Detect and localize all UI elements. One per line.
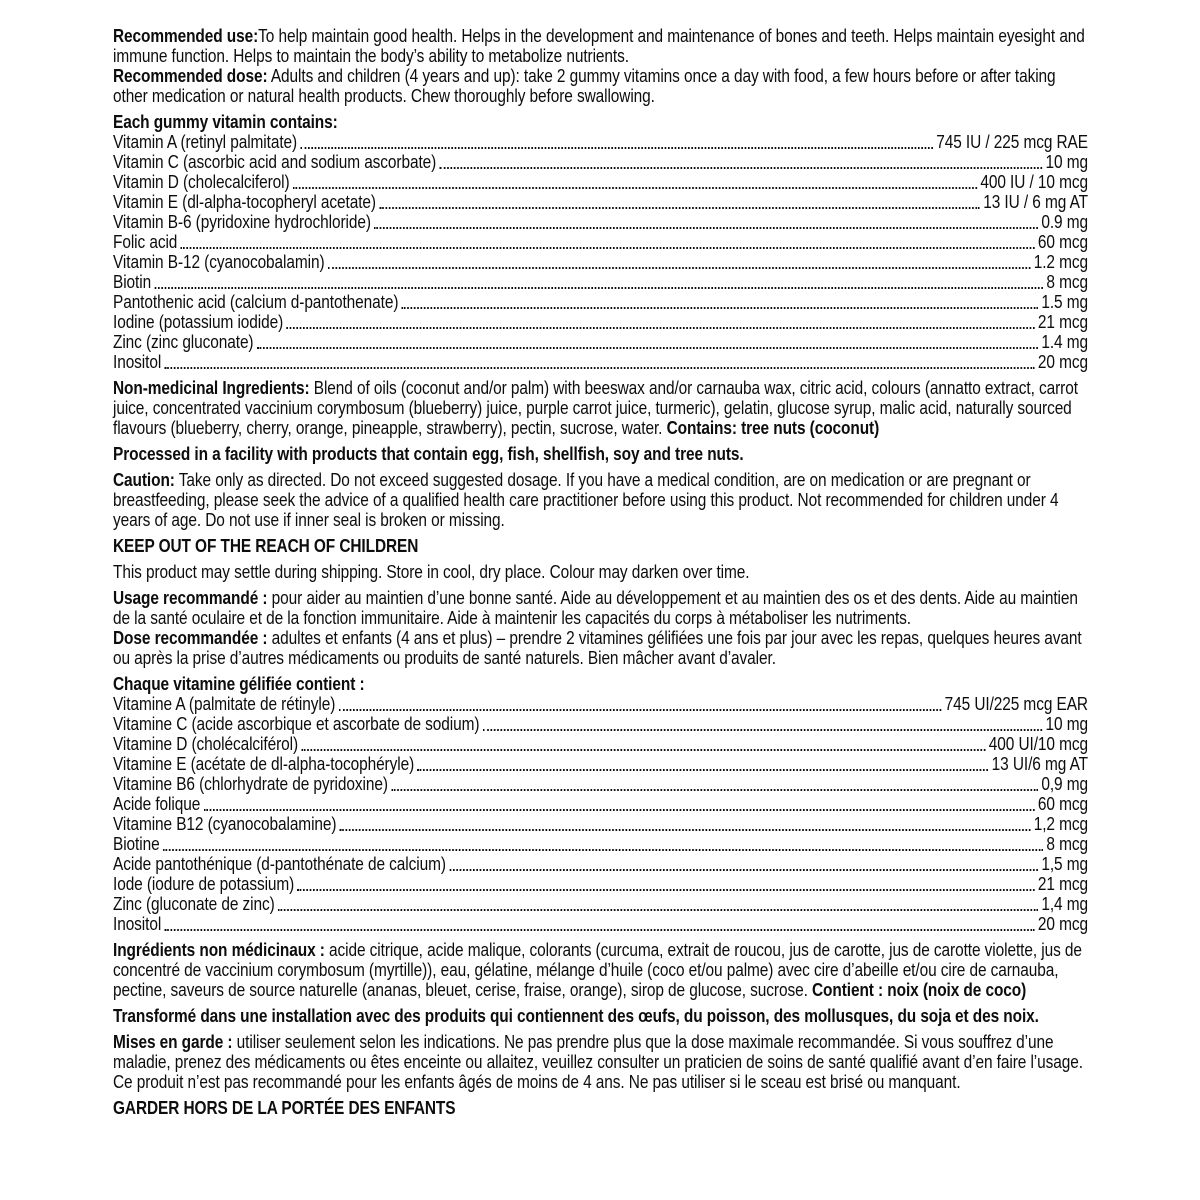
ingredient-name: Vitamin B-12 (cyanocobalamin) — [113, 251, 325, 272]
ingredient-name: Vitamine D (cholécalciférol) — [113, 733, 299, 754]
ingredient-row — [113, 132, 1088, 152]
ingredient-amount: 10 mg — [1045, 151, 1088, 172]
dot-leader — [449, 854, 1038, 871]
label-content — [113, 26, 1088, 1118]
ingredient-row — [113, 312, 1088, 332]
ingredient-amount: 20 mcg — [1037, 913, 1088, 934]
dot-leader — [374, 212, 1038, 229]
ingredient-row — [113, 232, 1088, 252]
ingredient-amount: 1,4 mg — [1041, 893, 1088, 914]
ingredient-name: Vitamin B-6 (pyridoxine hydrochloride) — [113, 211, 371, 232]
recommended-use-paragraph — [113, 26, 1088, 66]
ingredient-amount: 745 IU / 225 mcg RAE — [936, 131, 1088, 152]
dot-leader — [257, 332, 1038, 349]
caution-lead-en: Caution: — [113, 469, 175, 490]
dot-leader — [165, 352, 1035, 369]
dot-leader — [154, 272, 1043, 289]
ingredient-amount: 20 mcg — [1037, 351, 1088, 372]
dot-leader — [483, 714, 1042, 731]
dot-leader — [286, 312, 1034, 329]
ingredient-row — [113, 914, 1088, 934]
keep-out-heading-fr: GARDER HORS DE LA PORTÉE DES ENFANTS — [113, 1097, 456, 1118]
dot-leader — [278, 894, 1038, 911]
ingredient-amount: 0.9 mg — [1041, 211, 1088, 232]
dot-leader — [163, 834, 1043, 851]
recommended-dose-paragraph — [113, 66, 1088, 106]
ingredient-name: Vitamine A (palmitate de rétinyle) — [113, 693, 336, 714]
ingredient-amount: 1.2 mcg — [1033, 251, 1088, 272]
ingredient-row — [113, 694, 1088, 714]
ingredient-name: Zinc (gluconate de zinc) — [113, 893, 275, 914]
recommended-dose-lead: Recommended dose: — [113, 65, 268, 86]
dot-leader — [298, 874, 1035, 891]
caution-paragraph-en — [113, 470, 1088, 530]
ingredient-row — [113, 272, 1088, 292]
ingredient-row — [113, 754, 1088, 774]
facility-statement-fr: Transformé dans une installation avec des produits qui contiennent des œufs, du poisson, des mollusques, du soja et des noix. — [113, 1005, 1039, 1026]
recommended-use-lead: Recommended use: — [113, 25, 259, 46]
usage-lead-fr: Usage recommandé : — [113, 587, 268, 608]
ingredient-row — [113, 794, 1088, 814]
non-medicinal-lead-en: Non-medicinal Ingredients: — [113, 377, 310, 398]
contains-allergen-en: Contains: tree nuts (coconut) — [666, 417, 880, 438]
dot-leader — [300, 132, 932, 149]
non-medicinal-text-en: Blend of oils (coconut and/or palm) with beeswax and/or carnauba wax, citric acid, colours (annatto extract, carrot juice, concentrated vaccinium corymbosum (blueberry) juice, purple carrot juice, turmeric), gelatin, glucose syrup, malic acid, naturally sourced flavours (blueberry, cherry, orange, pineapple, strawberry), pectin, sucrose, water. — [113, 377, 1078, 438]
usage-paragraph-fr — [113, 588, 1088, 628]
dot-leader — [293, 172, 977, 189]
ingredient-amount: 1.5 mg — [1041, 291, 1088, 312]
recommended-use-text: To help maintain good health. Helps in the development and maintenance of bones and teeth. Helps maintain eyesight and immune function. Helps to maintain the body’s ability to metabolize nutrients. — [113, 25, 1085, 66]
non-medicinal-paragraph-en — [113, 378, 1088, 438]
ingredient-table-en — [113, 132, 1088, 372]
ingredient-row — [113, 774, 1088, 794]
ingredient-name: Zinc (zinc gluconate) — [113, 331, 254, 352]
ingredient-name: Vitamin E (dl-alpha-tocopheryl acetate) — [113, 191, 376, 212]
caution-text-en: Take only as directed. Do not exceed suggested dosage. If you have a medical condition, are on medication or are pregnant or breastfeeding, please seek the advice of a qualified health care practitioner before using this product. Not recommended for children under 4 years of age. Do not use if inner seal is broken or missing. — [113, 469, 1059, 530]
ingredient-amount: 13 UI/6 mg AT — [991, 753, 1088, 774]
dose-text-fr: adultes et enfants (4 ans et plus) – prendre 2 vitamines gélifiées une fois par jour avec les repas, quelques heures avant ou après la prise d’autres médicaments ou produits de santé naturels. Bien mâcher avant d’avaler. — [113, 627, 1082, 668]
ingredient-amount: 21 mcg — [1037, 311, 1088, 332]
ingredient-amount: 8 mcg — [1046, 833, 1088, 854]
keep-out-heading-en: KEEP OUT OF THE REACH OF CHILDREN — [113, 535, 419, 556]
dot-leader — [379, 192, 980, 209]
ingredient-amount: 13 IU / 6 mg AT — [983, 191, 1088, 212]
ingredient-amount: 400 UI/10 mcg — [988, 733, 1088, 754]
ingredient-row — [113, 332, 1088, 352]
ingredient-table-fr — [113, 694, 1088, 934]
caution-paragraph-fr — [113, 1032, 1088, 1092]
dot-leader — [328, 252, 1031, 269]
ingredient-name: Biotin — [113, 271, 152, 292]
dot-leader — [440, 152, 1043, 169]
ingredient-name: Vitamine E (acétate de dl-alpha-tocophéryle) — [113, 753, 415, 774]
ingredient-row — [113, 172, 1088, 192]
ingredient-name: Iode (iodure de potassium) — [113, 873, 295, 894]
ingredient-amount: 1,2 mcg — [1033, 813, 1088, 834]
ingredient-amount: 8 mcg — [1046, 271, 1088, 292]
ingredient-name: Vitamin A (retinyl palmitate) — [113, 131, 298, 152]
storage-statement-en: This product may settle during shipping. Store in cool, dry place. Colour may darken over time. — [113, 561, 750, 582]
ingredient-row — [113, 814, 1088, 834]
dot-leader — [417, 754, 988, 771]
dot-leader — [204, 794, 1035, 811]
ingredient-amount: 1.4 mg — [1041, 331, 1088, 352]
ingredient-name: Biotine — [113, 833, 160, 854]
dot-leader — [340, 814, 1031, 831]
ingredient-name: Vitamine B6 (chlorhydrate de pyridoxine) — [113, 773, 388, 794]
ingredient-row — [113, 212, 1088, 232]
ingredient-row — [113, 874, 1088, 894]
ingredient-amount: 1,5 mg — [1041, 853, 1088, 874]
caution-text-fr: utiliser seulement selon les indications. Ne pas prendre plus que la dose maximale recommandée. Si vous souffrez d’une maladie, prenez des médicaments ou êtes enceinte ou allaitez, veuillez consulter un praticien de soins de santé qualifié avant d’en faire l’usage. Ce produit n’est pas recommandé pour les enfants âgés de moins de 4 ans. Ne pas utiliser si le sceau est brisé ou manquant. — [113, 1031, 1083, 1092]
ingredient-name: Acide pantothénique (d-pantothénate de calcium) — [113, 853, 446, 874]
ingredient-amount: 10 mg — [1045, 713, 1088, 734]
ingredient-row — [113, 292, 1088, 312]
caution-lead-fr: Mises en garde : — [113, 1031, 233, 1052]
dot-leader — [391, 774, 1038, 791]
recommended-dose-text: Adults and children (4 years and up): take 2 gummy vitamins once a day with food, a few hours before or after taking other medication or natural health products. Chew thoroughly before swallowing. — [113, 65, 1056, 106]
ingredient-row — [113, 734, 1088, 754]
ingredient-name: Vitamine B12 (cyanocobalamine) — [113, 813, 337, 834]
ingredient-name: Iodine (potassium iodide) — [113, 311, 284, 332]
ingredient-row — [113, 714, 1088, 734]
ingredient-name: Vitamin D (cholecalciferol) — [113, 171, 290, 192]
ingredient-row — [113, 834, 1088, 854]
ingredient-amount: 745 UI/225 mcg EAR — [944, 693, 1088, 714]
usage-text-fr: pour aider au maintien d’une bonne santé. Aide au développement et au maintien des os et des dents. Aide au maintien de la santé oculaire et de la fonction immunitaire. Aide à maintenir les capacités du corps à métaboliser les nutriments. — [113, 587, 1078, 628]
dot-leader — [165, 914, 1035, 931]
ingredient-name: Acide folique — [113, 793, 201, 814]
dose-paragraph-fr — [113, 628, 1088, 668]
ingredient-amount: 60 mcg — [1037, 231, 1088, 252]
ingredient-name: Inositol — [113, 351, 162, 372]
ingredient-name: Pantothenic acid (calcium d-pantothenate) — [113, 291, 399, 312]
dot-leader — [181, 232, 1035, 249]
non-medicinal-text-fr: acide citrique, acide malique, colorants (curcuma, extrait de roucou, jus de carotte, jus de carotte violette, jus de concentré de vaccinium corymbosum (myrtille)), eau, gélatine, mélange d’huile (coco et/ou palme) avec cire d’abeille et/ou cire de carnauba, pectine, saveurs de source naturelle (ananas, bleuet, cerise, fraise, orange), sirop de glucose, sucrose. — [113, 939, 1082, 1000]
ingredient-row — [113, 854, 1088, 874]
ingredient-name: Folic acid — [113, 231, 178, 252]
facility-statement-en: Processed in a facility with products that contain egg, fish, shellfish, soy and tree nuts. — [113, 443, 744, 464]
dose-lead-fr: Dose recommandée : — [113, 627, 268, 648]
non-medicinal-lead-fr: Ingrédients non médicinaux : — [113, 939, 325, 960]
ingredient-row — [113, 152, 1088, 172]
dot-leader — [301, 734, 985, 751]
each-gummy-contains-heading-fr: Chaque vitamine gélifiée contient : — [113, 673, 365, 694]
ingredient-amount: 60 mcg — [1037, 793, 1088, 814]
dot-leader — [402, 292, 1038, 309]
contains-allergen-fr: Contient : noix (noix de coco) — [811, 979, 1027, 1000]
ingredient-name: Vitamine C (acide ascorbique et ascorbate de sodium) — [113, 713, 480, 734]
ingredient-row — [113, 352, 1088, 372]
ingredient-name: Inositol — [113, 913, 162, 934]
ingredient-row — [113, 252, 1088, 272]
ingredient-amount: 21 mcg — [1037, 873, 1088, 894]
ingredient-amount: 0,9 mg — [1041, 773, 1088, 794]
each-gummy-contains-heading: Each gummy vitamin contains: — [113, 111, 338, 132]
dot-leader — [339, 694, 942, 711]
ingredient-amount: 400 IU / 10 mcg — [980, 171, 1088, 192]
ingredient-row — [113, 894, 1088, 914]
ingredient-row — [113, 192, 1088, 212]
non-medicinal-paragraph-fr — [113, 940, 1088, 1000]
ingredient-name: Vitamin C (ascorbic acid and sodium ascorbate) — [113, 151, 437, 172]
